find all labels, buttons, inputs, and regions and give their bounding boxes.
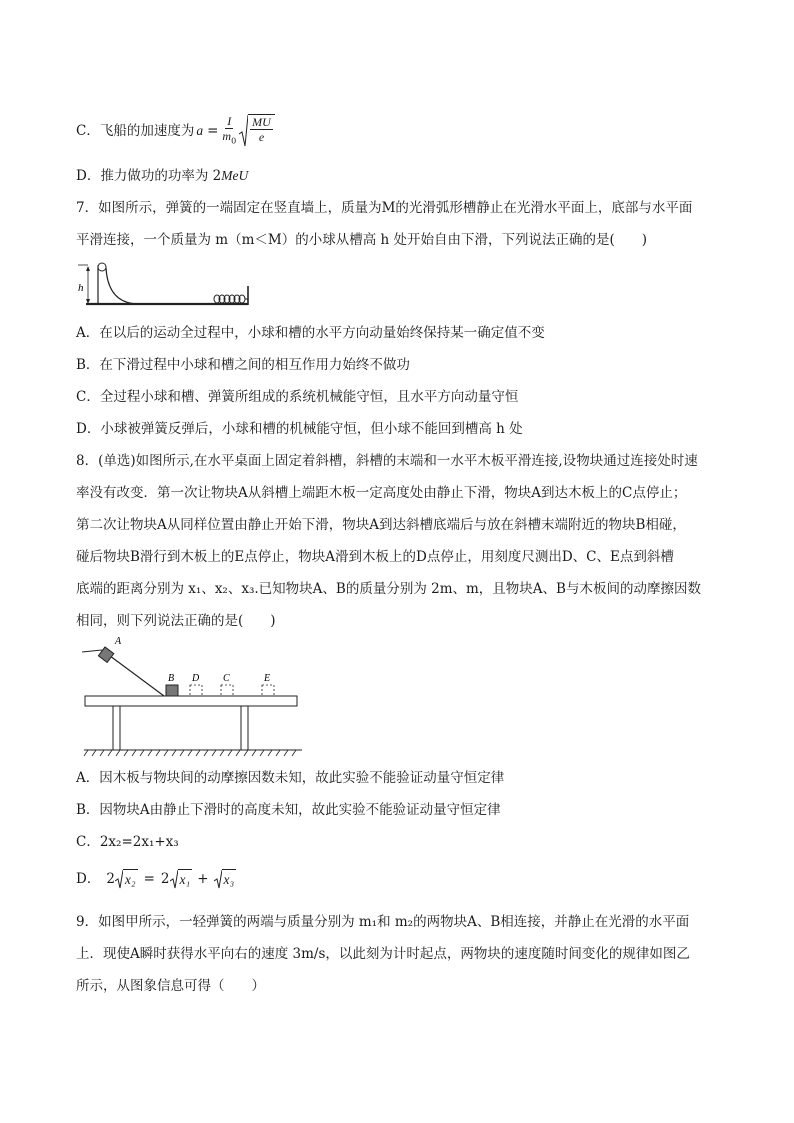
q8-option-d-sqrt-2	[170, 869, 193, 890]
q8-option-d-sqrt-1	[115, 869, 138, 890]
q8-option-a: A．因木板与物块间的动摩擦因数未知，故此实验不能验证动量守恒定律	[76, 770, 505, 786]
q7-arc-slot	[98, 266, 136, 304]
q8-stem-line-6: 相同，则下列说法正确的是( )	[76, 613, 276, 629]
q6-option-c-radicand	[248, 114, 275, 148]
q7-figure	[76, 258, 256, 310]
radical-sign-icon	[214, 869, 222, 889]
q6-option-d	[76, 166, 248, 186]
q7-ball	[98, 263, 106, 271]
q6-option-c-rad-den: e	[258, 130, 265, 144]
q7-stem-line-1: 7．如图所示，弹簧的一端固定在竖直墙上，质量为M的光滑弧形槽静止在光滑水平面上，底部与水平面	[76, 200, 693, 216]
q6-option-c-den-sub: 0	[231, 136, 237, 146]
radical-sign-icon	[170, 869, 178, 889]
q7-spring	[214, 295, 248, 303]
q8-option-b: B．因物块A由静止下滑时的高度未知，故此实验不能验证动量守恒定律	[76, 802, 501, 818]
q8-board	[85, 696, 297, 706]
q8-figure	[82, 632, 304, 762]
q7-option-c: C．全过程小球和槽、弹簧所组成的系统机械能守恒，且水平方向动量守恒	[76, 389, 519, 405]
radical-sign-icon	[115, 869, 123, 889]
q8-option-d-coef-1: 2	[106, 871, 115, 887]
q6-option-c-sqrt	[238, 114, 275, 148]
q8-option-d-rad-3: x₃	[222, 869, 237, 890]
q8-label-e: E	[264, 673, 271, 684]
q6-option-c-radicand-fraction	[250, 115, 273, 144]
q8-ground-hatch	[84, 750, 296, 756]
q8-option-d-rad-1: x₂	[123, 869, 138, 890]
q7-label-h: h	[78, 282, 84, 294]
q6-option-c-numerator: I	[227, 113, 232, 128]
q8-position-e	[262, 685, 274, 696]
q6-option-c-eq: =	[207, 123, 219, 139]
q8-block-a	[98, 647, 113, 662]
q7-option-d: D．小球被弹簧反弹后，小球和槽的机械能守恒，但小球不能回到槽高 h 处	[76, 421, 523, 437]
q6-option-c-fraction	[222, 114, 236, 148]
q7-option-b: B．在下滑过程中小球和槽之间的相互作用力始终不做功	[76, 357, 410, 373]
q8-stem-line-3: 第二次让物块A从同样位置由静止开始下滑，物块A到达斜槽底端后与放在斜槽末端附近的物块B相碰，	[76, 517, 686, 533]
q8-position-d	[190, 685, 202, 696]
q8-label-d: D	[192, 673, 200, 684]
q8-option-d-rad-2: x₁	[178, 869, 193, 890]
q8-option-d-sqrt-3	[214, 869, 237, 890]
q9-stem-line-1: 9．如图甲所示，一轻弹簧的两端与质量分别为 m₁和 m₂的两物块A、B相连接，并静止在光滑的水平面	[76, 914, 690, 930]
q6-option-c-prefix: C．飞船的加速度为	[76, 123, 195, 139]
q8-option-c: C．2x₂=2x₁+x₃	[76, 834, 179, 850]
q8-leg-right	[241, 706, 248, 750]
q6-option-c-rad-num: MU	[252, 115, 271, 129]
q6-option-d-math: MeU	[221, 168, 249, 183]
q6-option-c-den-m: m	[222, 128, 232, 143]
q8-option-d	[76, 866, 236, 892]
q6-option-c-denominator	[222, 129, 236, 148]
q8-option-d-eq: =	[143, 871, 155, 887]
q7-option-a: A．在以后的运动全过程中，小球和槽的水平方向动量始终保持某一确定值不变	[76, 325, 545, 341]
q8-leg-left	[113, 706, 120, 750]
radical-sign-icon	[238, 114, 248, 148]
q9-stem-line-2: 上．现使A瞬时获得水平向右的速度 3m/s，以此刻为计时起点，两物块的速度随时间变化的规律如图乙	[76, 946, 690, 962]
q8-option-d-coef-2: 2	[160, 871, 170, 887]
q8-label-a: A	[115, 636, 122, 647]
q6-option-c	[76, 113, 275, 146]
q8-position-c	[221, 685, 233, 696]
q9-stem-line-3: 所示，从图象信息可得（ ）	[76, 978, 265, 994]
q8-option-d-prefix: D．	[76, 871, 101, 887]
q8-block-b	[166, 685, 178, 696]
q8-stem-line-4: 碰后物块B滑行到木板上的E点停止，物块A滑到木板上的D点停止，用刻度尺测出D、C、E点到斜槽	[76, 549, 674, 565]
q8-stem-line-2: 率没有改变．第一次让物块A从斜槽上端距木板一定高度处由静止下滑，物块A到达木板上的C点停止；	[76, 485, 687, 501]
q8-stem-line-1: 8．(单选)如图所示,在水平桌面上固定着斜槽，斜槽的末端和一水平木板平滑连接,设物块通过连接处时速	[76, 453, 698, 469]
q6-option-d-text: D．推力做功的功率为 2	[76, 168, 222, 184]
q6-option-c-a: a	[196, 123, 204, 138]
q8-stem-line-5: 底端的距离分别为 x₁、x₂、x₃.已知物块A、B的质量分别为 2m、m，且物块A、B与木板间的动摩擦因数	[76, 581, 701, 597]
q8-label-c: C	[223, 673, 230, 684]
q8-option-d-plus: +	[197, 871, 209, 887]
q7-stem-line-2: 平滑连接，一个质量为 m（m＜M）的小球从槽高 h 处开始自由下滑，下列说法正确的是( )	[76, 232, 648, 248]
q8-label-b: B	[168, 673, 175, 684]
